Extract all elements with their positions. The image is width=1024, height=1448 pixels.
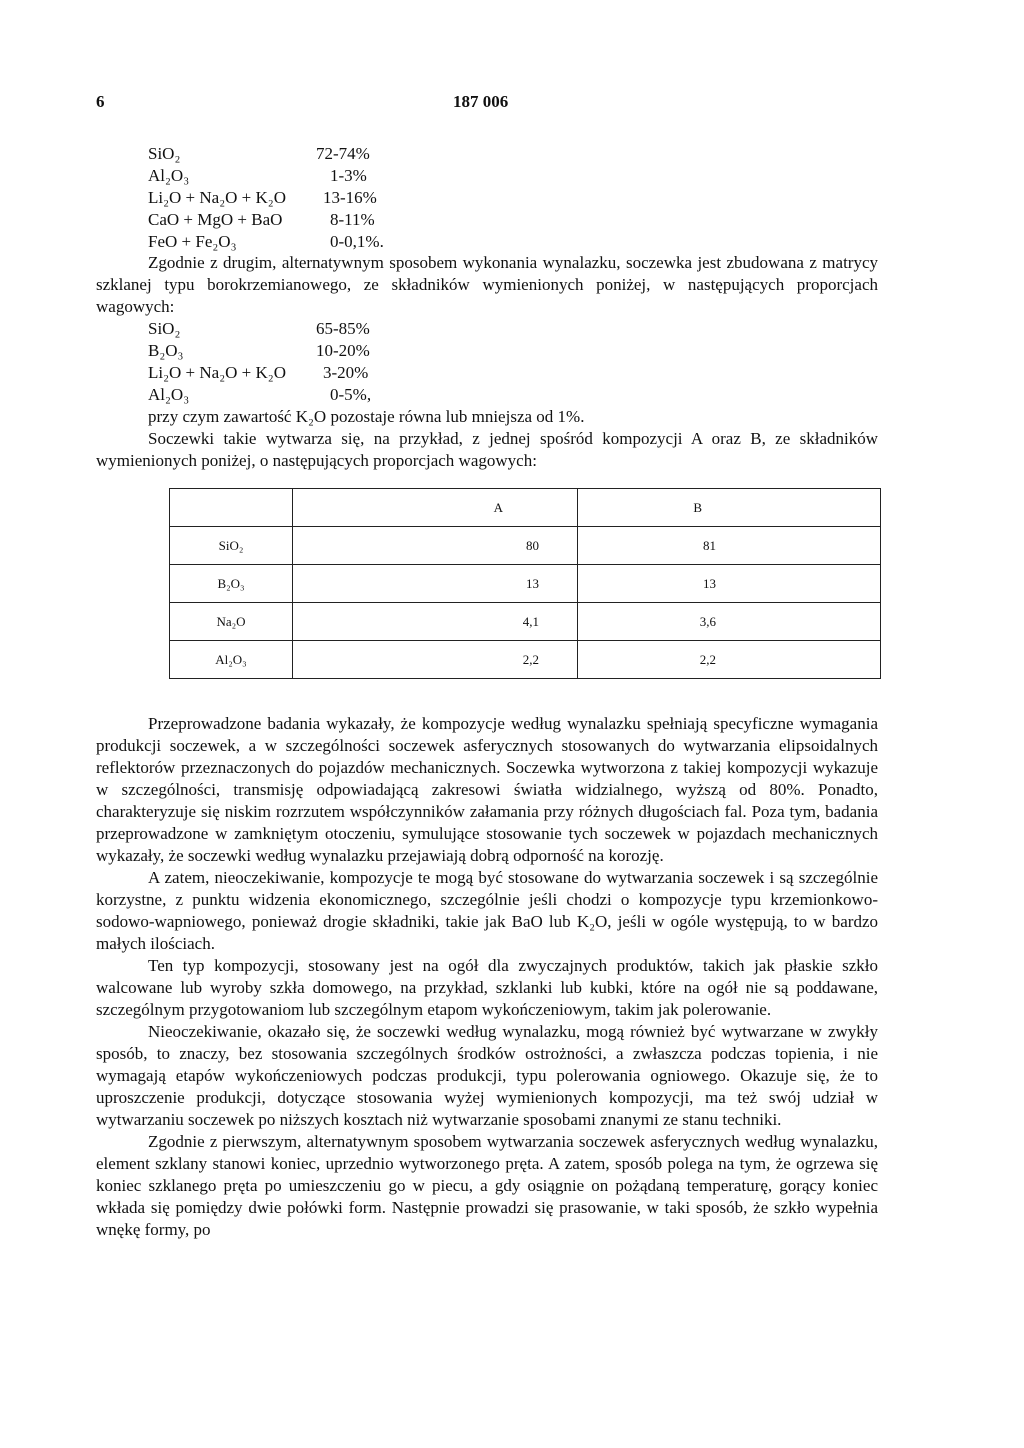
composition-row	[148, 318, 878, 340]
paragraph: A zatem, nieoczekiwanie, kompozycje te mogą być stosowane do wytwarzania soczewek i są szczególnie korzystne, z punktu widzenia ekonomicznego, szczególnie jeśli chodzi o kompozycje typu krzemionkowo-sodowo-wapniowego, ponieważ drogie składniki, takie jak BaO lub K₂O, jeśli w ogóle występują, to w bardzo małych ilościach.	[96, 868, 878, 953]
value-a-cell: 80	[293, 527, 578, 565]
k2o-note: przy czym zawartość K₂O pozostaje równa lub mniejsza od 1%.	[148, 407, 585, 426]
paragraph: Ten typ kompozycji, stosowany jest na ogół dla zwyczajnych produktów, takich jak płaskie szkło walcowane lub wyroby szkła domowego, na przykład, szklanki lub kubki, które na ogół nie są poddawane, szczególnym przygotowaniom lub szczególnym etapom wykończeniowym, takim jak polerowanie.	[96, 956, 878, 1019]
formula: Al₂O₃	[148, 385, 190, 404]
paragraph-second-method: Zgodnie z drugim, alternatywnym sposobem wykonania wynalazku, soczewka jest zbudowana z matrycy szklanej typu borokrzemianowego, ze składników wymienionych poniżej, w następujących proporcjach wagowych:	[96, 253, 878, 316]
composition-table	[169, 488, 881, 679]
percentage: 65-85%	[316, 319, 370, 338]
formula: SiO₂	[148, 144, 181, 163]
column-header-b: B	[578, 489, 881, 527]
component-cell: Al₂O₃	[170, 641, 293, 679]
percentage: 0-0,1%.	[330, 232, 384, 251]
value-b-cell: 3,6	[578, 603, 881, 641]
value-a-cell: 4,1	[293, 603, 578, 641]
text-block-upper	[96, 252, 878, 472]
table-corner-cell	[170, 489, 293, 527]
formula: Li₂O + Na₂O + K₂O	[148, 188, 286, 207]
composition-row	[148, 209, 375, 231]
percentage: 13-16%	[323, 188, 377, 207]
formula: SiO₂	[148, 319, 181, 338]
paragraph: Nieoczekiwanie, okazało się, że soczewki według wynalazku, mogą również być wytwarzane w zwykły sposób, to znaczy, bez stosowania szczególnych środków ostrożności, a zwłaszcza podczas topienia, i nie wymagają etapów wykończeniowych podczas produkcji, typu polerowania ogniowego. Okazuje się, że to uproszczenie produkcji, dotyczące stosowania wyżej wymienionych kompozycji, ma też swój udział w wytwarzaniu soczewek po niższych kosztach niż wytwarzanie sposobami znanymi ze stanu techniki.	[96, 1022, 878, 1129]
percentage: 10-20%	[316, 341, 370, 360]
component-cell: B₂O₃	[170, 565, 293, 603]
percentage: 1-3%	[330, 166, 367, 185]
table-row	[170, 641, 881, 679]
column-header-a: A	[293, 489, 578, 527]
formula: CaO + MgO + BaO	[148, 210, 283, 229]
text-block-lower	[96, 713, 878, 1241]
paragraph: Przeprowadzone badania wykazały, że kompozycje według wynalazku spełniają specyficzne wymagania produkcji soczewek, a w szczególności soczewek asferycznych stosowanych do wytwarzania elipsoidalnych reflektorów przeznaczonych do pojazdów mechanicznych. Soczewka wytworzona z takiej kompozycji wykazuje w szczególności, transmisję odpowiadającą zakresowi światła widzialnego, wyższą od 80%. Ponadto, charakteryzuje się niskim rozrzutem współczynników załamania przy różnych długościach fal. Poza tym, badania przeprowadzone w zamkniętym otoczeniu, symulujące stosowanie tych soczewek w pojazdach mechanicznych wykazały, że soczewki według wynalazku przejawiają dobrą odporność na korozję.	[96, 714, 878, 865]
formula: B₂O₃	[148, 341, 184, 360]
composition-row	[148, 165, 367, 187]
page-number: 6	[96, 92, 105, 111]
paragraph: Zgodnie z pierwszym, alternatywnym sposobem wytwarzania soczewek asferycznych według wynalazku, element szklany stanowi koniec, uprzednio wytworzonego pręta. A zatem, sposób polega na tym, że ogrzewa się koniec szklanego pręta po umieszczeniu go w piecu, a gdy osiągnie on pożądaną temperaturę, gorący koniec wkłada się pomiędzy dwie połówki form. Następnie prowadzi się prasowanie, w taki sposób, że szkło wypełnia wnękę formy, po	[96, 1132, 878, 1239]
formula: FeO + Fe₂O₃	[148, 232, 237, 251]
value-a-cell: 13	[293, 565, 578, 603]
composition-row	[148, 384, 878, 406]
composition-list-1	[148, 143, 384, 253]
paragraph-lenses-intro: Soczewki takie wytwarza się, na przykład, z jednej spośród kompozycji A oraz B, ze składników wymienionych poniżej, o następujących proporcjach wagowych:	[96, 429, 878, 470]
composition-row	[148, 231, 384, 253]
composition-row	[148, 187, 377, 209]
percentage: 8-11%	[330, 210, 375, 229]
percentage: 3-20%	[323, 363, 369, 382]
formula: Al₂O₃	[148, 166, 190, 185]
composition-row	[148, 143, 370, 165]
table-row	[170, 603, 881, 641]
percentage: 72-74%	[316, 144, 370, 163]
value-a-cell: 2,2	[293, 641, 578, 679]
formula: Li₂O + Na₂O + K₂O	[148, 363, 286, 382]
value-b-cell: 81	[578, 527, 881, 565]
component-cell: SiO₂	[170, 527, 293, 565]
table-row	[170, 565, 881, 603]
composition-row	[148, 340, 878, 362]
composition-row	[148, 362, 878, 384]
composition-list-2	[148, 318, 878, 428]
table-header-row	[170, 489, 881, 527]
document-number: 187 006	[453, 92, 509, 111]
component-cell: Na₂O	[170, 603, 293, 641]
table-row	[170, 527, 881, 565]
value-b-cell: 2,2	[578, 641, 881, 679]
percentage: 0-5%,	[330, 385, 372, 404]
value-b-cell: 13	[578, 565, 881, 603]
